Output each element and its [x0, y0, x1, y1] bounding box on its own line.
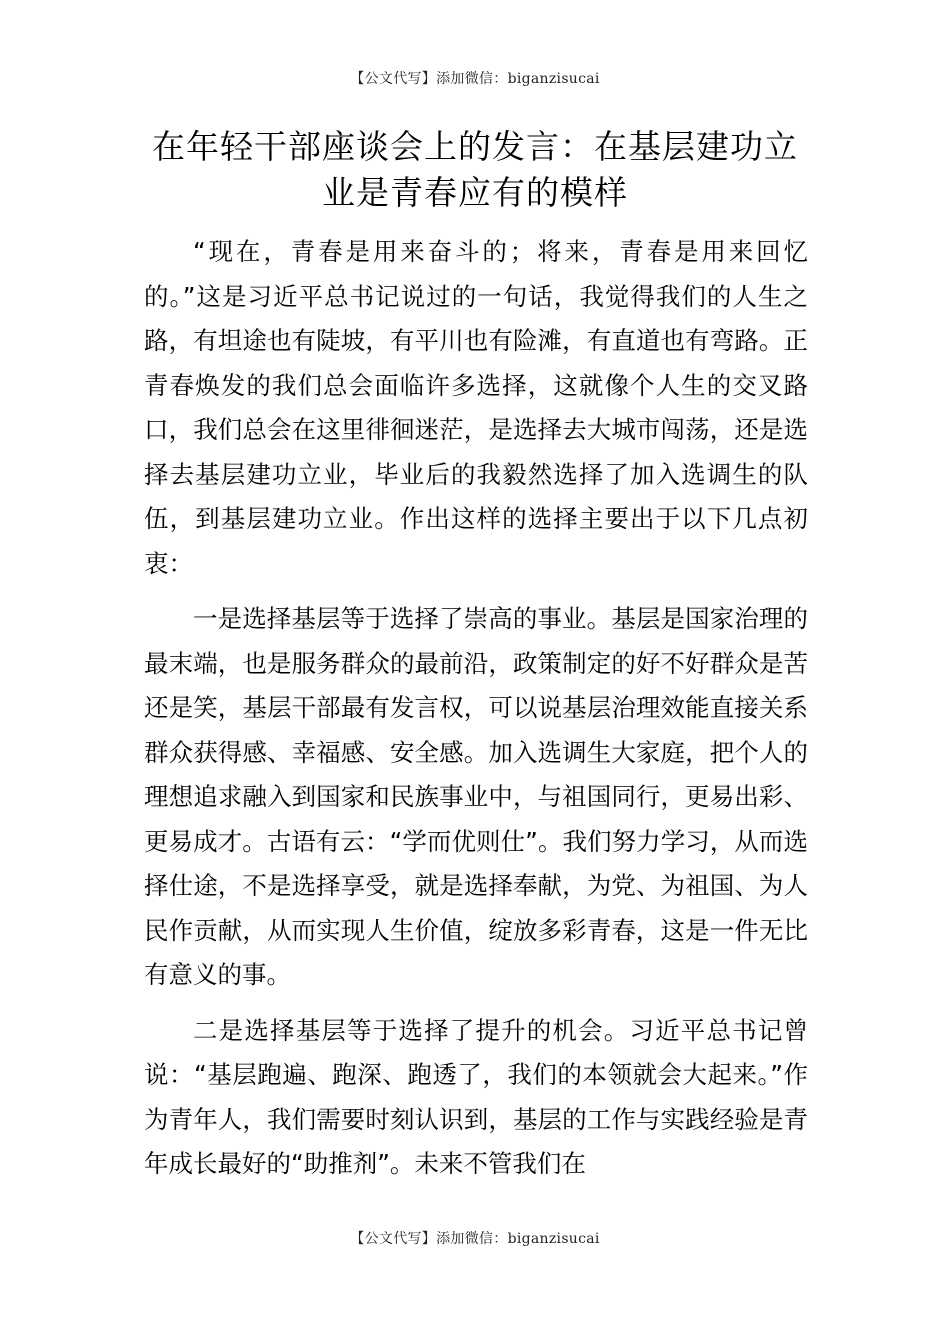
header-watermark-note: 【公文代写】添加微信：biganzisucai [350, 71, 600, 87]
footer-watermark-note: 【公文代写】添加微信：biganzisucai [350, 1231, 600, 1247]
document-title: 在年轻干部座谈会上的发言：在基层建功立业是青春应有的模样 [152, 127, 798, 212]
paragraph-point-two: 二是选择基层等于选择了提升的机会。习近平总书记曾说：“基层跑遍、跑深、跑透了，我们的本领就会大起来。”作为青年人，我们需要时刻认识到，基层的工作与实践经验是青年成长最好的“助推剂”。未来不管我们在 [144, 1015, 808, 1178]
document-body [144, 230, 808, 1198]
paragraph-intro: “现在，青春是用来奋斗的；将来，青春是用来回忆的。”这是习近平总书记说过的一句话，我觉得我们的人生之路，有坦途也有陡坡，有平川也有险滩，有直道也有弯路。正青春焕发的我们总会面临许多选择，这就像个人生的交叉路口，我们总会在这里徘徊迷茫，是选择去大城市闯荡，还是选择去基层建功立业，毕业后的我毅然选择了加入选调生的队伍，到基层建功立业。作出这样的选择主要出于以下几点初衷： [144, 237, 808, 578]
paragraph-point-one: 一是选择基层等于选择了崇高的事业。基层是国家治理的最末端，也是服务群众的最前沿，政策制定的好不好群众是苦还是笑，基层干部最有发言权，可以说基层治理效能直接关系群众获得感、幸福感、安全感。加入选调生大家庭，把个人的理想追求融入到国家和民族事业中，与祖国同行，更易出彩、更易成才。古语有云：“学而优则仕”。我们努力学习，从而选择仕途，不是选择享受，就是选择奉献，为党、为祖国、为人民作贡献，从而实现人生价值，绽放多彩青春，这是一件无比有意义的事。 [144, 604, 808, 989]
